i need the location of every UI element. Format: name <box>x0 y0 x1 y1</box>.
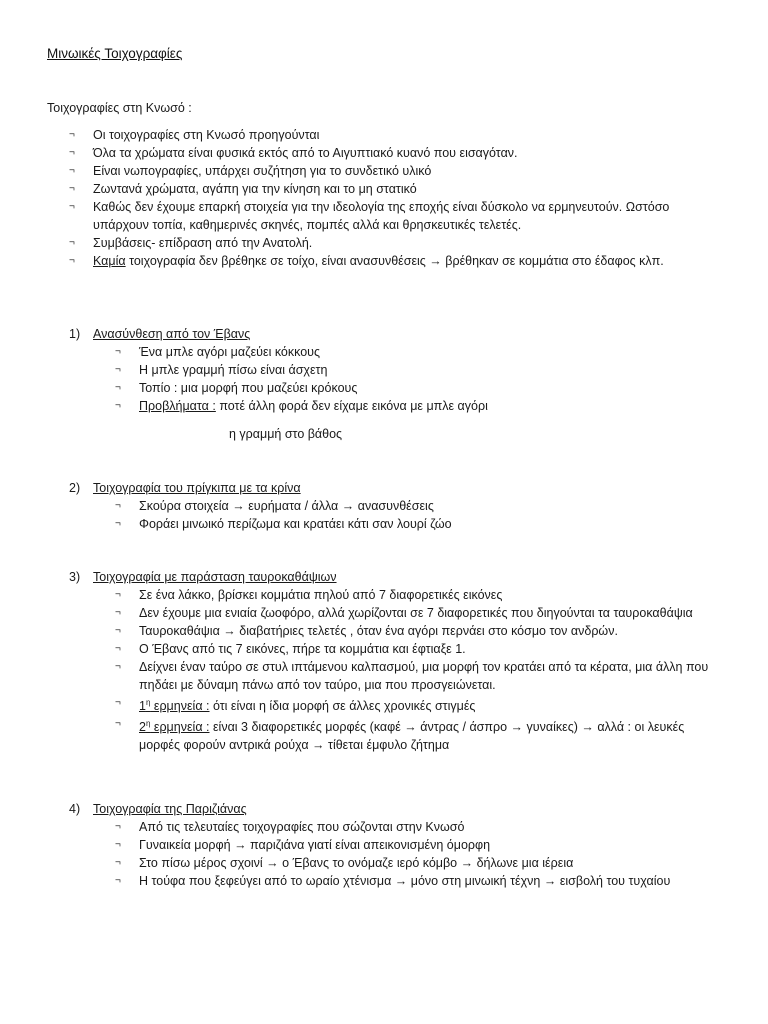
list-item: ¬ $2^\eta$ ερμηνεία : είναι 3 διαφορετικές μορφές (καφέ → άντρας / άσπρο → γυναίκες) → αλλά : οι λευκές μορφές φορούν αντρικά ρούχα → τίθεται έμφυλο ζήτημα <box>115 715 715 754</box>
list-item: ¬ Φοράει μινωικό περίζωμα και κρατάει κάτι σαν λουρί ζώο <box>115 517 452 531</box>
bullet-icon: ¬ <box>69 201 75 212</box>
list-item: ¬ Στο πίσω μέρος σχοινί → ο Έβανς το ονόμαζε ιερό κόμβο → δήλωνε μια ιέρεια <box>115 856 574 870</box>
list-item: ¬ Καθώς δεν έχουμε επαρκή στοιχεία για την ιδεολογία της εποχής είναι δύσκολο να ερμηνευτούν. Ωστόσο υπάρχουν τοπία, καθημερινές σκηνές, πομπές αλλά και θρησκευτικές τελετές. <box>69 200 670 232</box>
list-item: ¬ Όλα τα χρώματα είναι φυσικά εκτός από το Αιγυπτιακό κυανό που εισαγόταν. <box>69 146 518 160</box>
list-item: ¬ Καμία τοιχογραφία δεν βρέθηκε σε τοίχο, είναι ανασυνθέσεις → βρέθηκαν σε κομμάτια στο έδαφος κλπ. <box>69 254 664 268</box>
list-item: ¬ Τοπίο : μια μορφή που μαζεύει κρόκους <box>115 381 358 395</box>
list-item: ¬ Δεν έχουμε μια ενιαία ζωοφόρο, αλλά χωρίζονται σε 7 διαφορετικές που διηγούνται τα ταυροκαθάψια <box>115 606 693 620</box>
bullet-icon: ¬ <box>115 382 121 393</box>
knossos-list <box>69 126 709 270</box>
problem-continuation: η γραμμή στο βάθος <box>229 427 343 441</box>
section-1-heading: 1) Ανασύνθεση από τον Έβανς <box>69 327 251 341</box>
bullet-icon: ¬ <box>69 147 75 158</box>
section-1-list <box>115 343 715 415</box>
bullet-icon: ¬ <box>115 643 121 654</box>
page-title: Μινωικές Τοιχογραφίες <box>47 46 183 61</box>
section-3-heading: 3) Τοιχογραφία με παράσταση ταυροκαθάψιων <box>69 570 337 584</box>
problems-label: Προβλήματα : <box>139 399 216 413</box>
list-item: ¬ Η τούφα που ξεφεύγει από το ωραίο χτένισμα → μόνο στη μινωική τέχνη → εισβολή του τυχαίου <box>115 874 671 888</box>
list-item: ¬ Γυναικεία μορφή → παριζιάνα γιατί είναι απεικονισμένη όμορφη <box>115 838 491 852</box>
list-item: ¬ Προβλήματα : ποτέ άλλη φορά δεν είχαμε εικόνα με μπλε αγόρι <box>115 399 488 413</box>
list-item: ¬ $1^\eta$ ερμηνεία : ότι είναι η ίδια μορφή σε άλλες χρονικές στιγμές <box>115 694 715 715</box>
list-item: ¬ Ο Έβανς από τις 7 εικόνες, πήρε τα κομμάτια και έφτιαξε 1. <box>115 642 466 656</box>
interpretation-2-label: $2^\eta$ ερμηνεία : <box>139 719 210 735</box>
bullet-icon: ¬ <box>115 661 121 672</box>
section-3-list <box>115 586 715 754</box>
list-item: ¬ Η μπλε γραμμή πίσω είναι άσχετη <box>115 363 328 377</box>
bullet-icon: ¬ <box>115 364 121 375</box>
bullet-icon: ¬ <box>69 255 75 266</box>
bullet-icon: ¬ <box>115 589 121 600</box>
bullet-icon: ¬ <box>115 400 121 411</box>
bullet-icon: ¬ <box>115 857 121 868</box>
section-2-list <box>115 497 715 533</box>
section-2-heading: 2) Τοιχογραφία του πρίγκιπα με τα κρίνα <box>69 481 301 495</box>
list-item: ¬ Ζωντανά χρώματα, αγάπη για την κίνηση και το μη στατικό <box>69 182 417 196</box>
bullet-icon: ¬ <box>115 821 121 832</box>
bullet-icon: ¬ <box>69 129 75 140</box>
list-item: ¬ Ταυροκαθάψια → διαβατήριες τελετές , όταν ένα αγόρι περνάει στο κόσμο τον ανδρών. <box>115 624 618 638</box>
list-item: ¬ Ένα μπλε αγόρι μαζεύει κόκκους <box>115 345 321 359</box>
bullet-icon: ¬ <box>69 165 75 176</box>
bullet-icon: ¬ <box>115 697 121 708</box>
section-4-list <box>115 818 745 890</box>
list-item: ¬ Συμβάσεις- επίδραση από την Ανατολή. <box>69 236 313 250</box>
list-item: ¬ Δείχνει έναν ταύρο σε στυλ ιπτάμενου καλπασμού, μια μορφή τον κρατάει από τα κέρατα, μια άλλη που πηδάει με δύναμη πάνω από τον ταύρο, μια που προσγειώνεται. <box>115 660 709 692</box>
bullet-icon: ¬ <box>69 183 75 194</box>
intro-label: Τοιχογραφίες στη Κνωσό : <box>47 101 192 115</box>
interpretation-1-label: $1^\eta$ ερμηνεία : <box>139 698 210 714</box>
bullet-icon: ¬ <box>69 237 75 248</box>
bullet-icon: ¬ <box>115 346 121 357</box>
emphasis-word: Καμία <box>93 254 126 268</box>
bullet-icon: ¬ <box>115 839 121 850</box>
bullet-icon: ¬ <box>115 500 121 511</box>
list-item: ¬ Είναι νωπογραφίες, υπάρχει συζήτηση για το συνδετικό υλικό <box>69 164 432 178</box>
section-4-heading: 4) Τοιχογραφία της Παριζιάνας <box>69 802 247 816</box>
bullet-icon: ¬ <box>115 718 121 730</box>
bullet-icon: ¬ <box>115 607 121 618</box>
list-item: ¬ Σκούρα στοιχεία → ευρήματα / άλλα → ανασυνθέσεις <box>115 499 434 513</box>
bullet-icon: ¬ <box>115 875 121 886</box>
bullet-icon: ¬ <box>115 625 121 636</box>
list-item: ¬ Από τις τελευταίες τοιχογραφίες που σώζονται στην Κνωσό <box>115 820 465 834</box>
list-item: ¬ Σε ένα λάκκο, βρίσκει κομμάτια πηλού από 7 διαφορετικές εικόνες <box>115 588 503 602</box>
list-item: ¬ Οι τοιχογραφίες στη Κνωσό προηγούνται <box>69 128 320 142</box>
bullet-icon: ¬ <box>115 518 121 529</box>
